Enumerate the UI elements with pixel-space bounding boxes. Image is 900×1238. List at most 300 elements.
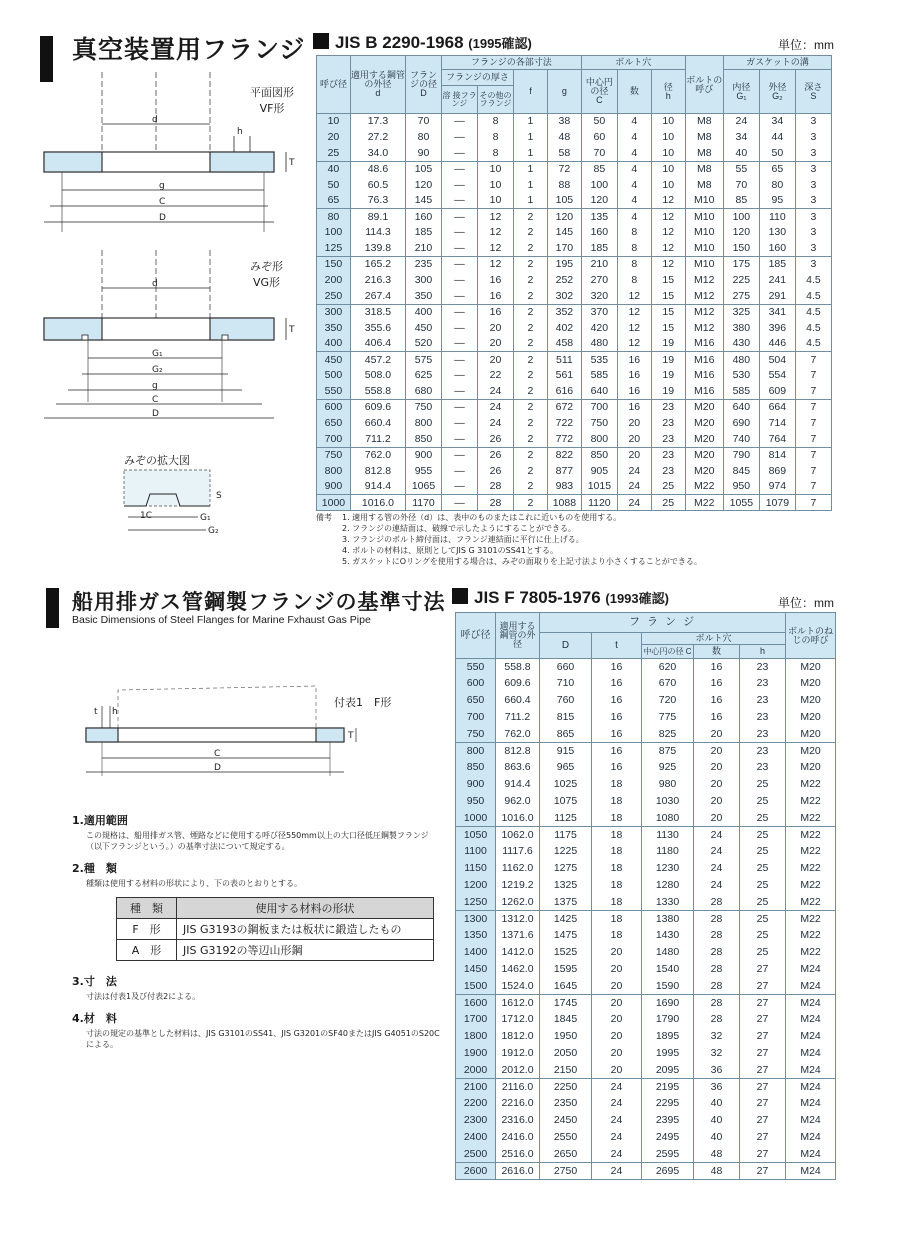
table-row — [317, 304, 832, 320]
nominal-size-cell: 2300 — [456, 1112, 496, 1129]
table-cell: 90 — [405, 145, 441, 161]
table-row — [456, 793, 836, 810]
table-cell: M20 — [786, 659, 836, 676]
table-cell: 1262.0 — [496, 894, 540, 911]
table-cell: 1745 — [540, 994, 592, 1011]
header-outer-sym: G₂ — [772, 90, 783, 101]
table-cell: — — [442, 304, 478, 320]
table-cell: 8 — [478, 114, 514, 130]
table-cell: 145 — [405, 193, 441, 209]
vacuum-flange-diagrams — [36, 72, 306, 552]
header-pcd: 中心円の径 C — [642, 645, 694, 659]
dims-heading: 3.寸 法 — [72, 975, 117, 988]
table-row — [317, 368, 832, 384]
square-bullet-icon — [452, 588, 468, 604]
table-cell: 40 — [694, 1129, 740, 1146]
nominal-size-cell: 500 — [317, 368, 351, 384]
nominal-size-cell: 1150 — [456, 860, 496, 877]
table-cell: 27 — [740, 1146, 786, 1163]
vg-caption-code: VG形 — [252, 276, 281, 289]
table-cell: 1475 — [540, 927, 592, 944]
table-cell: 20 — [592, 961, 642, 978]
table-cell: 2116.0 — [496, 1078, 540, 1095]
types-col-material: 使用する材料の形状 — [177, 898, 434, 919]
table-cell: 609 — [759, 384, 795, 400]
table-row — [456, 1045, 836, 1062]
table-cell: — — [442, 400, 478, 416]
table-cell: 863.6 — [496, 759, 540, 776]
table-cell: 16 — [592, 759, 642, 776]
table-cell: 1380 — [642, 910, 694, 927]
table-cell: 1895 — [642, 1028, 694, 1045]
header-bolt-holes: ボルト穴 — [642, 633, 786, 645]
table-cell: 1375 — [540, 894, 592, 911]
section-subtitle: Basic Dimensions of Steel Flanges for Marine Fxhaust Gas Pipe — [72, 614, 371, 626]
table-cell: 1088 — [547, 495, 581, 511]
table-cell: 28 — [694, 978, 740, 995]
table-cell: 1 — [514, 114, 548, 130]
table-cell: 105 — [547, 193, 581, 209]
table-cell: 3 — [795, 241, 831, 257]
vf-caption-name: 平面図形 — [250, 86, 294, 99]
table-cell: 2495 — [642, 1129, 694, 1146]
nominal-size-cell: 550 — [456, 659, 496, 676]
table-cell: 877 — [547, 463, 581, 479]
table-cell: 12 — [651, 193, 685, 209]
table-cell: 2 — [514, 495, 548, 511]
table-cell: M24 — [786, 1011, 836, 1028]
table-cell: M22 — [685, 495, 723, 511]
table-cell: 320 — [581, 288, 617, 304]
table-cell: 10 — [651, 161, 685, 177]
table-cell: M24 — [786, 1095, 836, 1112]
table-cell: 585 — [723, 384, 759, 400]
dim-label-g: g — [159, 181, 165, 191]
table-cell: 16 — [617, 368, 651, 384]
table-cell: 4 — [617, 209, 651, 225]
table-cell: 575 — [405, 352, 441, 368]
table-cell: 210 — [405, 241, 441, 257]
table-cell: 2595 — [642, 1146, 694, 1163]
table-row — [456, 726, 836, 743]
nominal-size-cell: 900 — [317, 479, 351, 495]
table-cell: 22 — [478, 368, 514, 384]
table-cell: 18 — [592, 910, 642, 927]
table-cell: 25 — [740, 843, 786, 860]
table-cell: 23 — [651, 463, 685, 479]
table-cell: 12 — [651, 241, 685, 257]
table-cell: 26 — [478, 431, 514, 447]
table-cell: 1371.6 — [496, 927, 540, 944]
table-cell: 2 — [514, 272, 548, 288]
table-row — [317, 336, 832, 352]
header-inner — [723, 70, 759, 114]
header-outer — [759, 70, 795, 114]
table-row — [456, 776, 836, 793]
table-cell: 139.8 — [350, 241, 405, 257]
table-cell: 24 — [617, 495, 651, 511]
table-cell: M12 — [685, 272, 723, 288]
table-cell: 2 — [514, 352, 548, 368]
nominal-size-cell: 40 — [317, 161, 351, 177]
dim-label-T: T — [289, 158, 295, 168]
table-row — [317, 400, 832, 416]
header-count: 数 — [617, 70, 651, 114]
table-cell: M10 — [685, 257, 723, 273]
table-cell: — — [442, 336, 478, 352]
nominal-size-cell: 150 — [317, 257, 351, 273]
table-cell: 508.0 — [350, 368, 405, 384]
table-cell: 12 — [478, 241, 514, 257]
table-row — [456, 810, 836, 827]
dim-label-G2: G₂ — [208, 526, 219, 536]
table-cell: 660 — [540, 659, 592, 676]
table-cell: 8 — [617, 225, 651, 241]
table-cell: 1016.0 — [496, 810, 540, 827]
table-cell: 241 — [759, 272, 795, 288]
table-cell: 2 — [514, 241, 548, 257]
table-cell: 341 — [759, 304, 795, 320]
table-cell: 25 — [740, 776, 786, 793]
types-table — [116, 897, 434, 961]
table-cell: 1175 — [540, 826, 592, 843]
table-cell: 18 — [592, 793, 642, 810]
table-cell: 620 — [642, 659, 694, 676]
table-cell: 1065 — [405, 479, 441, 495]
table-cell: 27 — [740, 994, 786, 1011]
table-row — [317, 241, 832, 257]
nominal-size-cell: 100 — [317, 225, 351, 241]
table-cell: 20 — [478, 336, 514, 352]
table-row — [317, 463, 832, 479]
table-cell: 23 — [651, 431, 685, 447]
table-cell: 18 — [592, 894, 642, 911]
table-cell: 2 — [514, 415, 548, 431]
table-cell: M24 — [786, 1078, 836, 1095]
nominal-size-cell: 1350 — [456, 927, 496, 944]
table-cell: 20 — [478, 352, 514, 368]
table-cell: 530 — [723, 368, 759, 384]
table-cell: 16 — [592, 675, 642, 692]
table-cell: 20 — [592, 944, 642, 961]
table-row — [456, 675, 836, 692]
table-cell: M24 — [786, 1162, 836, 1179]
table-cell: M20 — [786, 726, 836, 743]
table-cell: 561 — [547, 368, 581, 384]
table-cell: 1 — [514, 177, 548, 193]
header-g: g — [547, 70, 581, 114]
table-cell: 4.5 — [795, 272, 831, 288]
dim-label-S: S — [216, 491, 222, 501]
table-cell: 15 — [651, 320, 685, 336]
table-cell: 3 — [795, 161, 831, 177]
table-cell: 775 — [642, 709, 694, 726]
nominal-size-cell: 20 — [317, 129, 351, 145]
table-cell: 7 — [795, 352, 831, 368]
table-cell: 616 — [547, 384, 581, 400]
section-title: 船用排ガス管鋼製フランジの基準寸法 — [72, 590, 446, 614]
table-cell: 80 — [759, 177, 795, 193]
table-row — [317, 479, 832, 495]
nominal-size-cell: 200 — [317, 272, 351, 288]
table-cell: 20 — [694, 759, 740, 776]
table-row — [456, 826, 836, 843]
dim-label-D: D — [152, 409, 159, 419]
table-cell: 23 — [740, 726, 786, 743]
table-cell: M10 — [685, 209, 723, 225]
header-pcd-text: 中心円の径 — [585, 77, 613, 96]
table-cell: 27 — [740, 1129, 786, 1146]
table-cell: 370 — [581, 304, 617, 320]
table-row — [317, 352, 832, 368]
vacuum-flange-table — [316, 55, 832, 511]
table-cell: 18 — [592, 826, 642, 843]
table-cell: 790 — [723, 447, 759, 463]
table-cell: 16 — [617, 384, 651, 400]
table-cell: 26 — [478, 463, 514, 479]
table-cell: 27 — [740, 1095, 786, 1112]
table-cell: 3 — [795, 209, 831, 225]
table-cell: 2 — [514, 225, 548, 241]
table-cell: 900 — [405, 447, 441, 463]
type-material: JIS G3192の等辺山形鋼 — [177, 940, 434, 961]
table-cell: 16 — [478, 288, 514, 304]
table-cell: 740 — [723, 431, 759, 447]
vg-caption-name: みぞ形 — [250, 260, 283, 273]
table-cell: M22 — [786, 860, 836, 877]
nominal-size-cell: 1000 — [317, 495, 351, 511]
nominal-size-cell: 2400 — [456, 1129, 496, 1146]
table-cell: 27 — [740, 1045, 786, 1062]
table-row — [456, 1095, 836, 1112]
table-cell: M20 — [786, 692, 836, 709]
table-cell: 1525 — [540, 944, 592, 961]
table-cell: — — [442, 129, 478, 145]
type-kind: F 形 — [117, 919, 177, 940]
table-cell: 400 — [405, 304, 441, 320]
dims-paragraph: 寸法は付表1及び付表2による。 — [86, 992, 201, 1001]
table-cell: 24 — [592, 1146, 642, 1163]
table-cell: 3 — [795, 177, 831, 193]
table-row — [317, 145, 832, 161]
table-cell: 914.4 — [496, 776, 540, 793]
table-cell: 160 — [759, 241, 795, 257]
table-cell: M20 — [786, 742, 836, 759]
table-cell: 28 — [694, 944, 740, 961]
material-paragraph: 寸法の規定の基準とした材料は、JIS G3101のSS41、JIS G3201のSF40またはJIS G4051のS20Cによる。 — [86, 1029, 440, 1049]
table-cell: 672 — [547, 400, 581, 416]
table-cell: 760 — [540, 692, 592, 709]
nominal-size-cell: 700 — [317, 431, 351, 447]
table-cell: M24 — [786, 1129, 836, 1146]
table-cell: M10 — [685, 241, 723, 257]
dim-label-G1: G₁ — [152, 349, 163, 359]
table-cell: 2 — [514, 368, 548, 384]
table-row — [317, 447, 832, 463]
table-cell: 16 — [694, 692, 740, 709]
nominal-size-cell: 1900 — [456, 1045, 496, 1062]
notes-label: 備考 — [316, 513, 332, 522]
table-cell: 812.8 — [496, 742, 540, 759]
table-cell: 20 — [694, 793, 740, 810]
table-cell: 24 — [478, 415, 514, 431]
nominal-size-cell: 600 — [317, 400, 351, 416]
dim-label-C: C — [159, 197, 166, 207]
table-cell: 1812.0 — [496, 1028, 540, 1045]
table-cell: 16 — [694, 709, 740, 726]
table-cell: 1540 — [642, 961, 694, 978]
table-cell: 20 — [592, 1011, 642, 1028]
table-cell: 905 — [581, 463, 617, 479]
table-cell: 2 — [514, 257, 548, 273]
table-cell: M22 — [786, 910, 836, 927]
table-cell: 24 — [592, 1112, 642, 1129]
table-cell: 120 — [405, 177, 441, 193]
dim-label-G1: G₁ — [200, 513, 211, 523]
table-cell: 34 — [759, 114, 795, 130]
table-cell: 2295 — [642, 1095, 694, 1112]
table-cell: 660.4 — [496, 692, 540, 709]
table-cell: 845 — [723, 463, 759, 479]
table-cell: 18 — [592, 860, 642, 877]
table-cell: 17.3 — [350, 114, 405, 130]
table-cell: 20 — [592, 978, 642, 995]
table-cell: 23 — [651, 415, 685, 431]
header-th-other: その他のフランジ — [478, 86, 514, 114]
table-cell: 406.4 — [350, 336, 405, 352]
table-cell: M8 — [685, 114, 723, 130]
table-cell: 130 — [759, 225, 795, 241]
table-cell: 762.0 — [350, 447, 405, 463]
table-cell: 270 — [581, 272, 617, 288]
table-cell: 2616.0 — [496, 1162, 540, 1179]
nominal-size-cell: 1400 — [456, 944, 496, 961]
table-cell: 625 — [405, 368, 441, 384]
table-cell: 2750 — [540, 1162, 592, 1179]
table-cell: 16 — [694, 659, 740, 676]
table-cell: 225 — [723, 272, 759, 288]
table-cell: 18 — [592, 810, 642, 827]
table-cell: M24 — [786, 1062, 836, 1079]
standard-number: JIS F 7805-1976 — [474, 588, 601, 607]
nominal-size-cell: 1700 — [456, 1011, 496, 1028]
nominal-size-cell: 700 — [456, 709, 496, 726]
vf-caption — [250, 84, 294, 116]
table-cell: 2 — [514, 479, 548, 495]
table-cell: 12 — [651, 257, 685, 273]
header-dia — [651, 70, 685, 114]
table-cell: 19 — [651, 384, 685, 400]
table-cell: 8 — [617, 272, 651, 288]
table-cell: 10 — [651, 129, 685, 145]
table-cell: 4 — [617, 177, 651, 193]
table-cell: M16 — [685, 336, 723, 352]
table-cell: 10 — [651, 114, 685, 130]
nominal-size-cell: 900 — [456, 776, 496, 793]
table-cell: 7 — [795, 479, 831, 495]
table-row — [317, 193, 832, 209]
table-cell: M16 — [685, 384, 723, 400]
table-cell: 4 — [617, 145, 651, 161]
table-cell: — — [442, 320, 478, 336]
table-cell: 1 — [514, 145, 548, 161]
table-cell: 7 — [795, 368, 831, 384]
nominal-size-cell: 550 — [317, 384, 351, 400]
table-cell: 25 — [740, 910, 786, 927]
table-row — [317, 161, 832, 177]
table-cell: 252 — [547, 272, 581, 288]
table-cell: 875 — [642, 742, 694, 759]
table-cell: 558.8 — [350, 384, 405, 400]
nominal-size-cell: 450 — [317, 352, 351, 368]
table-cell: 23 — [740, 742, 786, 759]
table-cell: 1170 — [405, 495, 441, 511]
table-cell: 20 — [592, 1062, 642, 1079]
table-cell: 974 — [759, 479, 795, 495]
header-pipe-od-sym: d — [375, 88, 381, 98]
table-cell: 12 — [478, 209, 514, 225]
table-cell: 2 — [514, 400, 548, 416]
table-cell: 34.0 — [350, 145, 405, 161]
nominal-size-cell: 1600 — [456, 994, 496, 1011]
table-cell: 690 — [723, 415, 759, 431]
table-cell: — — [442, 463, 478, 479]
note-item: 5. ガスケットにOリングを使用する場合は、みぞの面取りを上記寸法より小さくすることができる。 — [342, 557, 702, 566]
table-cell: 457.2 — [350, 352, 405, 368]
table-cell: 1075 — [540, 793, 592, 810]
table-cell: 2 — [514, 304, 548, 320]
table-cell: 48 — [694, 1146, 740, 1163]
table-cell: 2150 — [540, 1062, 592, 1079]
table-cell: 23 — [651, 447, 685, 463]
table-cell: 25 — [740, 944, 786, 961]
header-t: t — [592, 633, 642, 659]
marine-flange-diagram — [68, 678, 358, 788]
table-cell: 76.3 — [350, 193, 405, 209]
table-row — [456, 1146, 836, 1163]
table-cell: 267.4 — [350, 288, 405, 304]
header-pcd-sym: C — [596, 95, 603, 105]
page-title: 真空装置用フランジ — [72, 35, 306, 64]
table-cell: 12 — [617, 320, 651, 336]
table-cell: M24 — [786, 978, 836, 995]
table-cell: 640 — [723, 400, 759, 416]
table-cell: 850 — [581, 447, 617, 463]
nominal-size-cell: 2100 — [456, 1078, 496, 1095]
table-cell: 18 — [592, 843, 642, 860]
table-cell: 1230 — [642, 860, 694, 877]
table-cell: — — [442, 193, 478, 209]
table-cell: 145 — [547, 225, 581, 241]
table-cell: 2 — [514, 209, 548, 225]
table-cell: 300 — [405, 272, 441, 288]
table-cell: 50 — [581, 114, 617, 130]
table-cell: 2450 — [540, 1112, 592, 1129]
table-cell: 72 — [547, 161, 581, 177]
table-cell: 23 — [740, 759, 786, 776]
nominal-size-cell: 400 — [317, 336, 351, 352]
table-cell: M8 — [685, 177, 723, 193]
table-cell: 1219.2 — [496, 877, 540, 894]
nominal-size-cell: 1050 — [456, 826, 496, 843]
table-cell: 24 — [694, 826, 740, 843]
scope-heading: 1.適用範囲 — [72, 814, 128, 827]
marine-table-body — [456, 659, 836, 1180]
table-cell: M24 — [786, 1112, 836, 1129]
table-cell: 1690 — [642, 994, 694, 1011]
table-cell: 19 — [651, 368, 685, 384]
table-cell: — — [442, 384, 478, 400]
